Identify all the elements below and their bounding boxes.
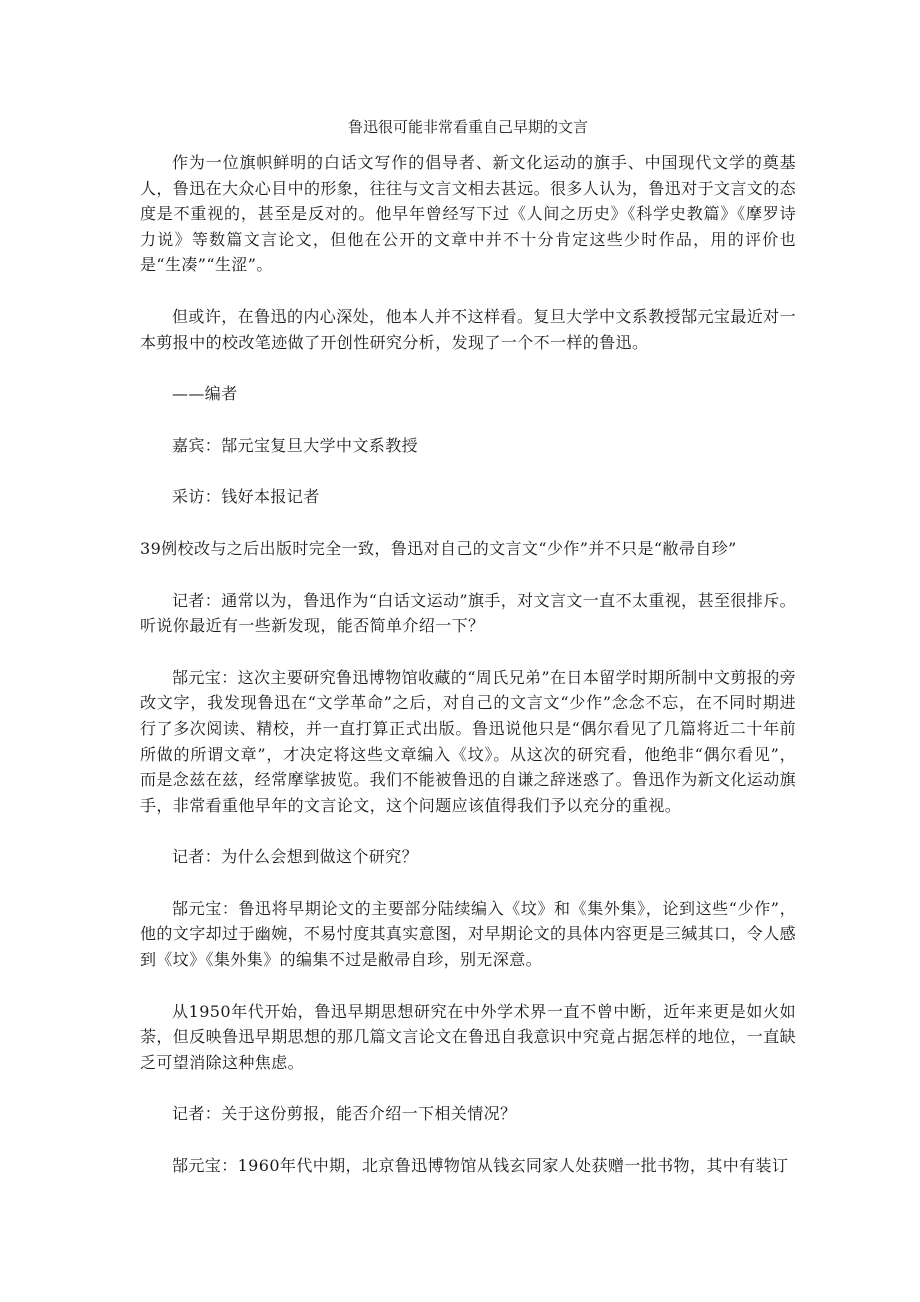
- intro-paragraph-1: 作为一位旗帜鲜明的白话文写作的倡导者、新文化运动的旗手、中国现代文学的奠基人，鲁迅在大众心目中的形象，往往与文言文相去甚远。很多人认为，鲁迅对于文言文的态度是不重视的，甚至是反对的。他早年曾经写下过《人间之历史》《科学史教篇》《摩罗诗力说》等数篇文言论文，但他在公开的文章中并不十分肯定这些少时作品，用的评价也是“生凑”“生涩”。: [140, 153, 797, 275]
- section-heading: 39例校改与之后出版时完全一致，鲁迅对自己的文言文“少作”并不只是“敝帚自珍”: [140, 538, 737, 558]
- editor-signature: ——编者: [172, 384, 238, 404]
- question-paragraph: 记者：为什么会想到做这个研究？: [172, 847, 419, 867]
- answer-paragraph: 郜元宝：这次主要研究鲁迅博物馆收藏的“周氏兄弟”在日本留学时期所制中文剪报的旁改文字，我发现鲁迅在“文学革命”之后，对自己的文言文“少作”念念不忘，在不同时期进行了多次阅读、精校，并一直打算正式出版。鲁迅说他只是“偶尔看见了几篇将近二十年前所做的所谓文章”，才决定将这些文章编入《坟》。从这次的研究看，他绝非“偶尔看见”，而是念兹在兹，经常摩挲披览。我们不能被鲁迅的自谦之辞迷惑了。鲁迅作为新文化运动旗手，非常看重他早年的文言论文，这个问题应该值得我们予以充分的重视。: [140, 667, 797, 815]
- intro-paragraph-2: 但或许，在鲁迅的内心深处，他本人并不这样看。复旦大学中文系教授郜元宝最近对一本剪报中的校改笔迹做了开创性研究分析，发现了一个不一样的鲁迅。: [140, 306, 796, 352]
- guest-line: 嘉宾：郜元宝复旦大学中文系教授: [172, 435, 419, 455]
- body-paragraph: 从1950年代开始，鲁迅早期思想研究在中外学术界一直不曾中断，近年来更是如火如荼，但反映鲁迅早期思想的那几篇文言论文在鲁迅自我意识中究竟占据怎样的地位，一直缺乏可望消除这种焦虑。: [140, 1001, 797, 1072]
- answer-paragraph: 郜元宝：鲁迅将早期论文的主要部分陆续编入《坟》和《集外集》，论到这些“少作”，他的文字却过于幽婉，不易忖度其真实意图，对早期论文的具体内容更是三缄其口，令人感到《坟》《集外集》的编集不过是敝帚自珍，别无深意。: [140, 898, 797, 970]
- interviewer-line: 采访：钱好本报记者: [172, 487, 320, 507]
- question-paragraph: 记者：通常以为，鲁迅作为“白话文运动”旗手，对文言文一直不太重视，甚至很排斥。听说你最近有一些新发现，能否简单介绍一下？: [140, 590, 796, 636]
- answer-paragraph: 郜元宝：1960年代中期，北京鲁迅博物馆从钱玄同家人处获赠一批书物，其中有装订: [172, 1156, 789, 1176]
- document-page: [140, 114, 796, 1205]
- document-title: 鲁迅很可能非常看重自己早期的文言: [347, 118, 588, 136]
- question-paragraph: 记者：关于这份剪报，能否介绍一下相关情况？: [172, 1104, 517, 1124]
